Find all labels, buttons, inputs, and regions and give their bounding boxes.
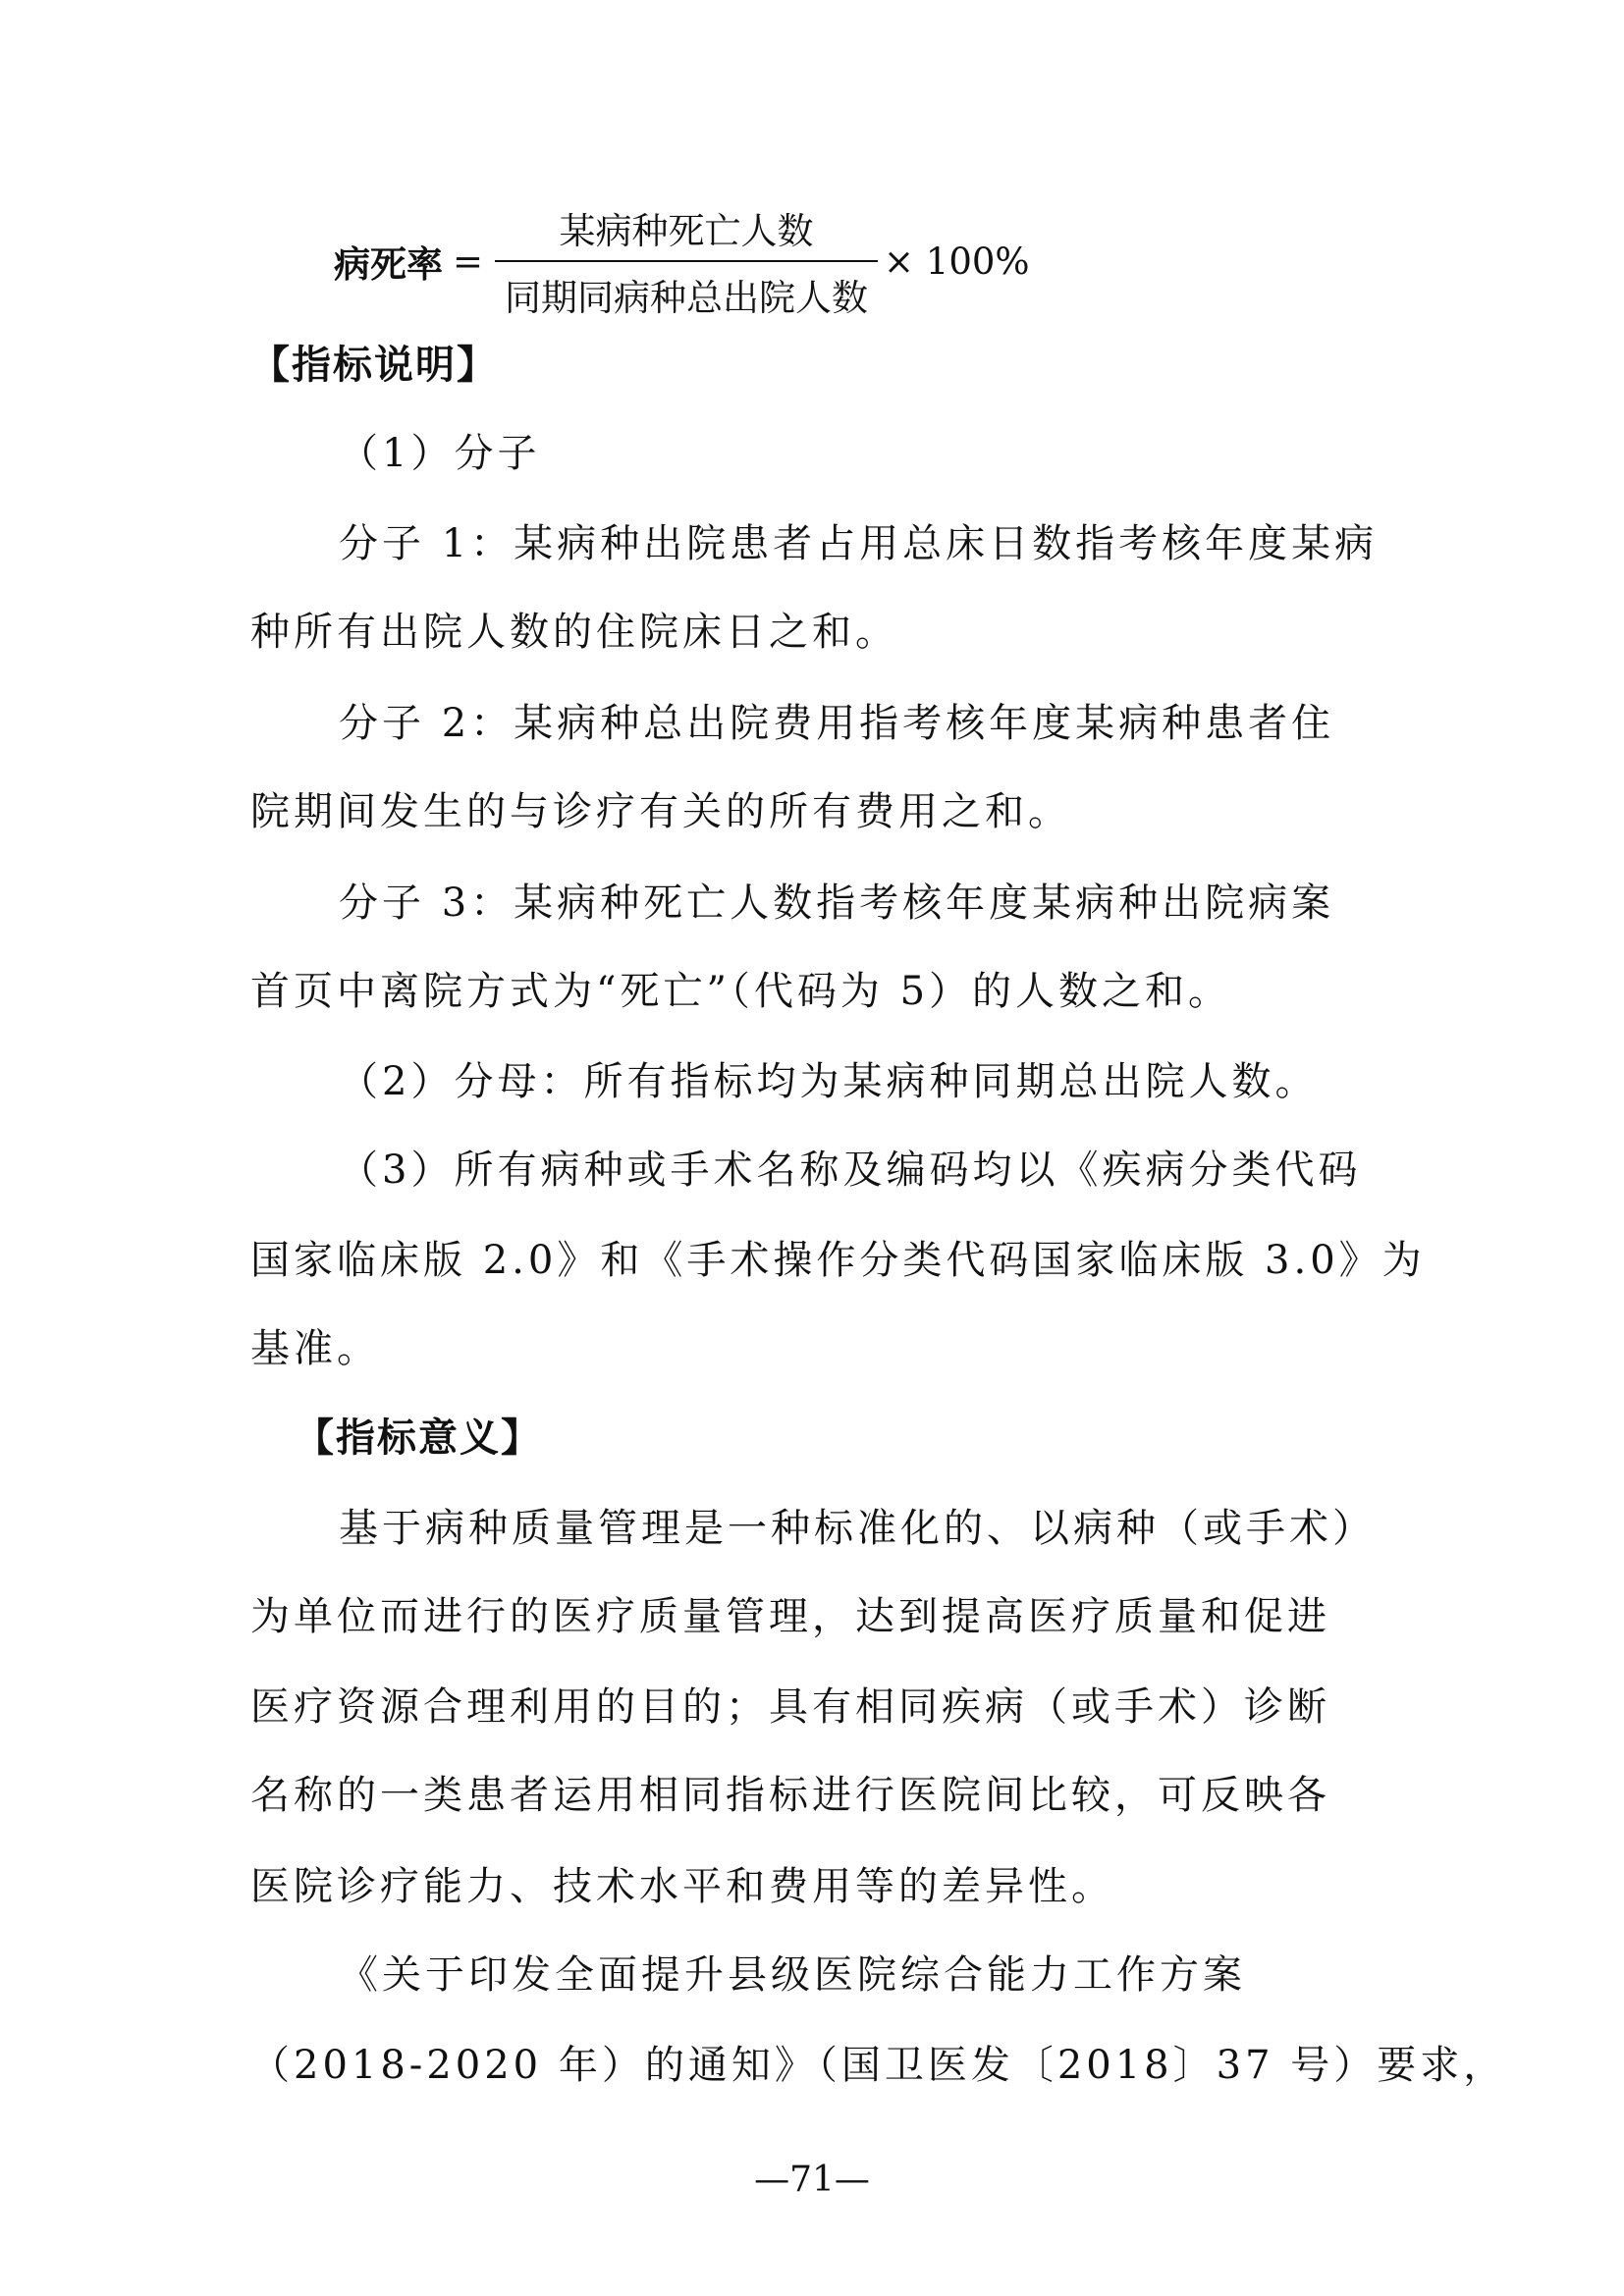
paragraph-line: 医院诊疗能力、技术水平和费用等的差异性。 xyxy=(250,1864,1114,1909)
formula-denominator: 同期同病种总出院人数 xyxy=(505,277,869,319)
formula-numerator: 某病种死亡人数 xyxy=(559,210,814,252)
paragraph-line: 分子 3：某病种死亡人数指考核年度某病种出院病案 xyxy=(339,881,1335,926)
paragraph-line: （2）分母：所有指标均为某病种同期总出院人数。 xyxy=(339,1059,1319,1104)
mortality-rate-formula xyxy=(334,201,1030,321)
formula-lhs: 病死率 xyxy=(334,243,443,286)
paragraph-line: 种所有出院人数的住院床日之和。 xyxy=(250,610,898,655)
paragraph-line: （1）分子 xyxy=(339,431,541,476)
paragraph-line: 医疗资源合理利用的目的；具有相同疾病（或手术）诊断 xyxy=(250,1684,1330,1730)
section-heading-indicator-description: 【指标说明】 xyxy=(250,343,498,388)
formula-equals: = xyxy=(453,240,484,283)
page-number: —71— xyxy=(754,2160,870,2200)
paragraph-line: 院期间发生的与诊疗有关的所有费用之和。 xyxy=(250,789,1071,834)
paragraph-line: （2018-2020 年）的通知》（国卫医发〔2018〕37 号）要求， xyxy=(250,2043,1507,2088)
paragraph-line: （3）所有病种或手术名称及编码均以《疾病分类代码 xyxy=(339,1148,1362,1193)
paragraph-line: 为单位而进行的医疗质量管理，达到提高医疗质量和促进 xyxy=(250,1594,1330,1639)
paragraph-line: 分子 1：某病种出院患者占用总床日数指考核年度某病 xyxy=(339,521,1379,566)
paragraph-line: 分子 2：某病种总出院费用指考核年度某病种患者住 xyxy=(339,701,1335,746)
paragraph-line: 名称的一类患者运用相同指标进行医院间比较，可反映各 xyxy=(250,1773,1330,1818)
formula-multiplier: × 100% xyxy=(884,240,1030,283)
formula-fraction xyxy=(495,201,878,321)
paragraph-line: 基准。 xyxy=(250,1326,380,1371)
paragraph-line: 基于病种质量管理是一种标准化的、以病种（或手术） xyxy=(339,1506,1376,1551)
paragraph-line: 首页中离院方式为“死亡”（代码为 5）的人数之和。 xyxy=(250,969,1232,1014)
paragraph-line: 《关于印发全面提升县级医院综合能力工作方案 xyxy=(339,1952,1246,1998)
section-heading-indicator-significance: 【指标意义】 xyxy=(295,1415,542,1461)
paragraph-line: 国家临床版 2.0》和《手术操作分类代码国家临床版 3.0》为 xyxy=(250,1238,1426,1283)
